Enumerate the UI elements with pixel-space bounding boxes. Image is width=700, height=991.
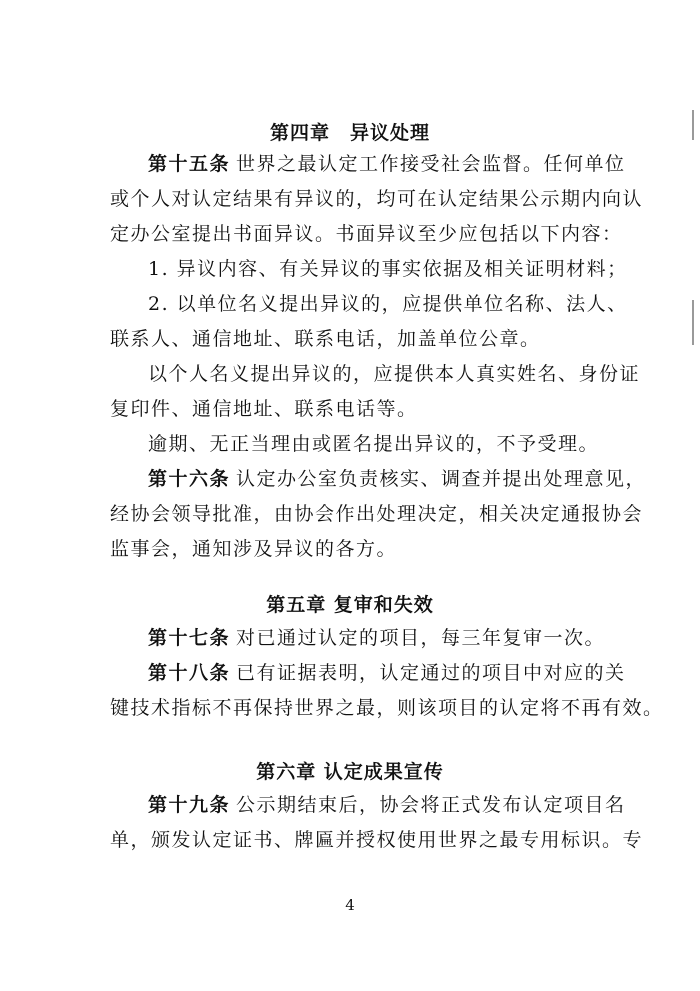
- article-19-line-1: 第十九条 公示期结束后，协会将正式发布认定项目名: [148, 794, 626, 816]
- article-15-label: 第十五条: [148, 153, 231, 175]
- article-16-line-1: 第十六条 认定办公室负责核实、调查并提出处理意见，: [148, 468, 647, 490]
- chapter-6-title: 第六章 认定成果宣传: [256, 761, 444, 783]
- chapter-4-title: 第四章 异议处理: [269, 122, 430, 144]
- article-17-line-1: 第十七条 对已通过认定的项目，每三年复审一次。: [148, 627, 606, 649]
- article-16-label: 第十六条: [148, 468, 231, 490]
- list-item-2-line-2: 联系人、通信地址、联系电话，加盖单位公章。: [110, 328, 541, 350]
- article-16-line-2: 经协会领导批准，由协会作出处理决定，相关决定通报协会: [110, 503, 644, 525]
- page-number: 4: [345, 896, 355, 914]
- list-item-1: 1. 异议内容、有关异议的事实依据及相关证明材料；: [148, 258, 628, 280]
- article-15-line-1: 第十五条 世界之最认定工作接受社会监督。任何单位: [148, 153, 626, 175]
- personal-objection-line-1: 以个人名义提出异议的，应提供本人真实姓名、身份证: [148, 363, 641, 385]
- article-16-line-3: 监事会，通知涉及异议的各方。: [110, 538, 398, 560]
- article-18-label: 第十八条: [148, 662, 231, 684]
- article-18-line-2: 键技术指标不再保持世界之最，则该项目的认定将不再有效。: [110, 697, 664, 719]
- chapter-5-title: 第五章 复审和失效: [266, 594, 434, 616]
- article-19-line-2: 单，颁发认定证书、牌匾并授权使用世界之最专用标识。专: [110, 829, 644, 851]
- list-item-2-line-1: 2. 以单位名义提出异议的，应提供单位名称、法人、: [148, 293, 628, 315]
- article-15-line-3: 定办公室提出书面异议。书面异议至少应包括以下内容：: [110, 223, 623, 245]
- scan-edge-mark: [692, 300, 694, 345]
- article-15-line-2: 或个人对认定结果有异议的，均可在认定结果公示期内向认: [110, 188, 644, 210]
- personal-objection-line-2: 复印件、通信地址、联系电话等。: [110, 398, 418, 420]
- article-17-label: 第十七条: [148, 627, 231, 649]
- overdue-objection-line: 逾期、无正当理由或匿名提出异议的，不予受理。: [148, 433, 600, 455]
- article-18-line-1: 第十八条 已有证据表明，认定通过的项目中对应的关: [148, 662, 626, 684]
- article-19-label: 第十九条: [148, 794, 231, 816]
